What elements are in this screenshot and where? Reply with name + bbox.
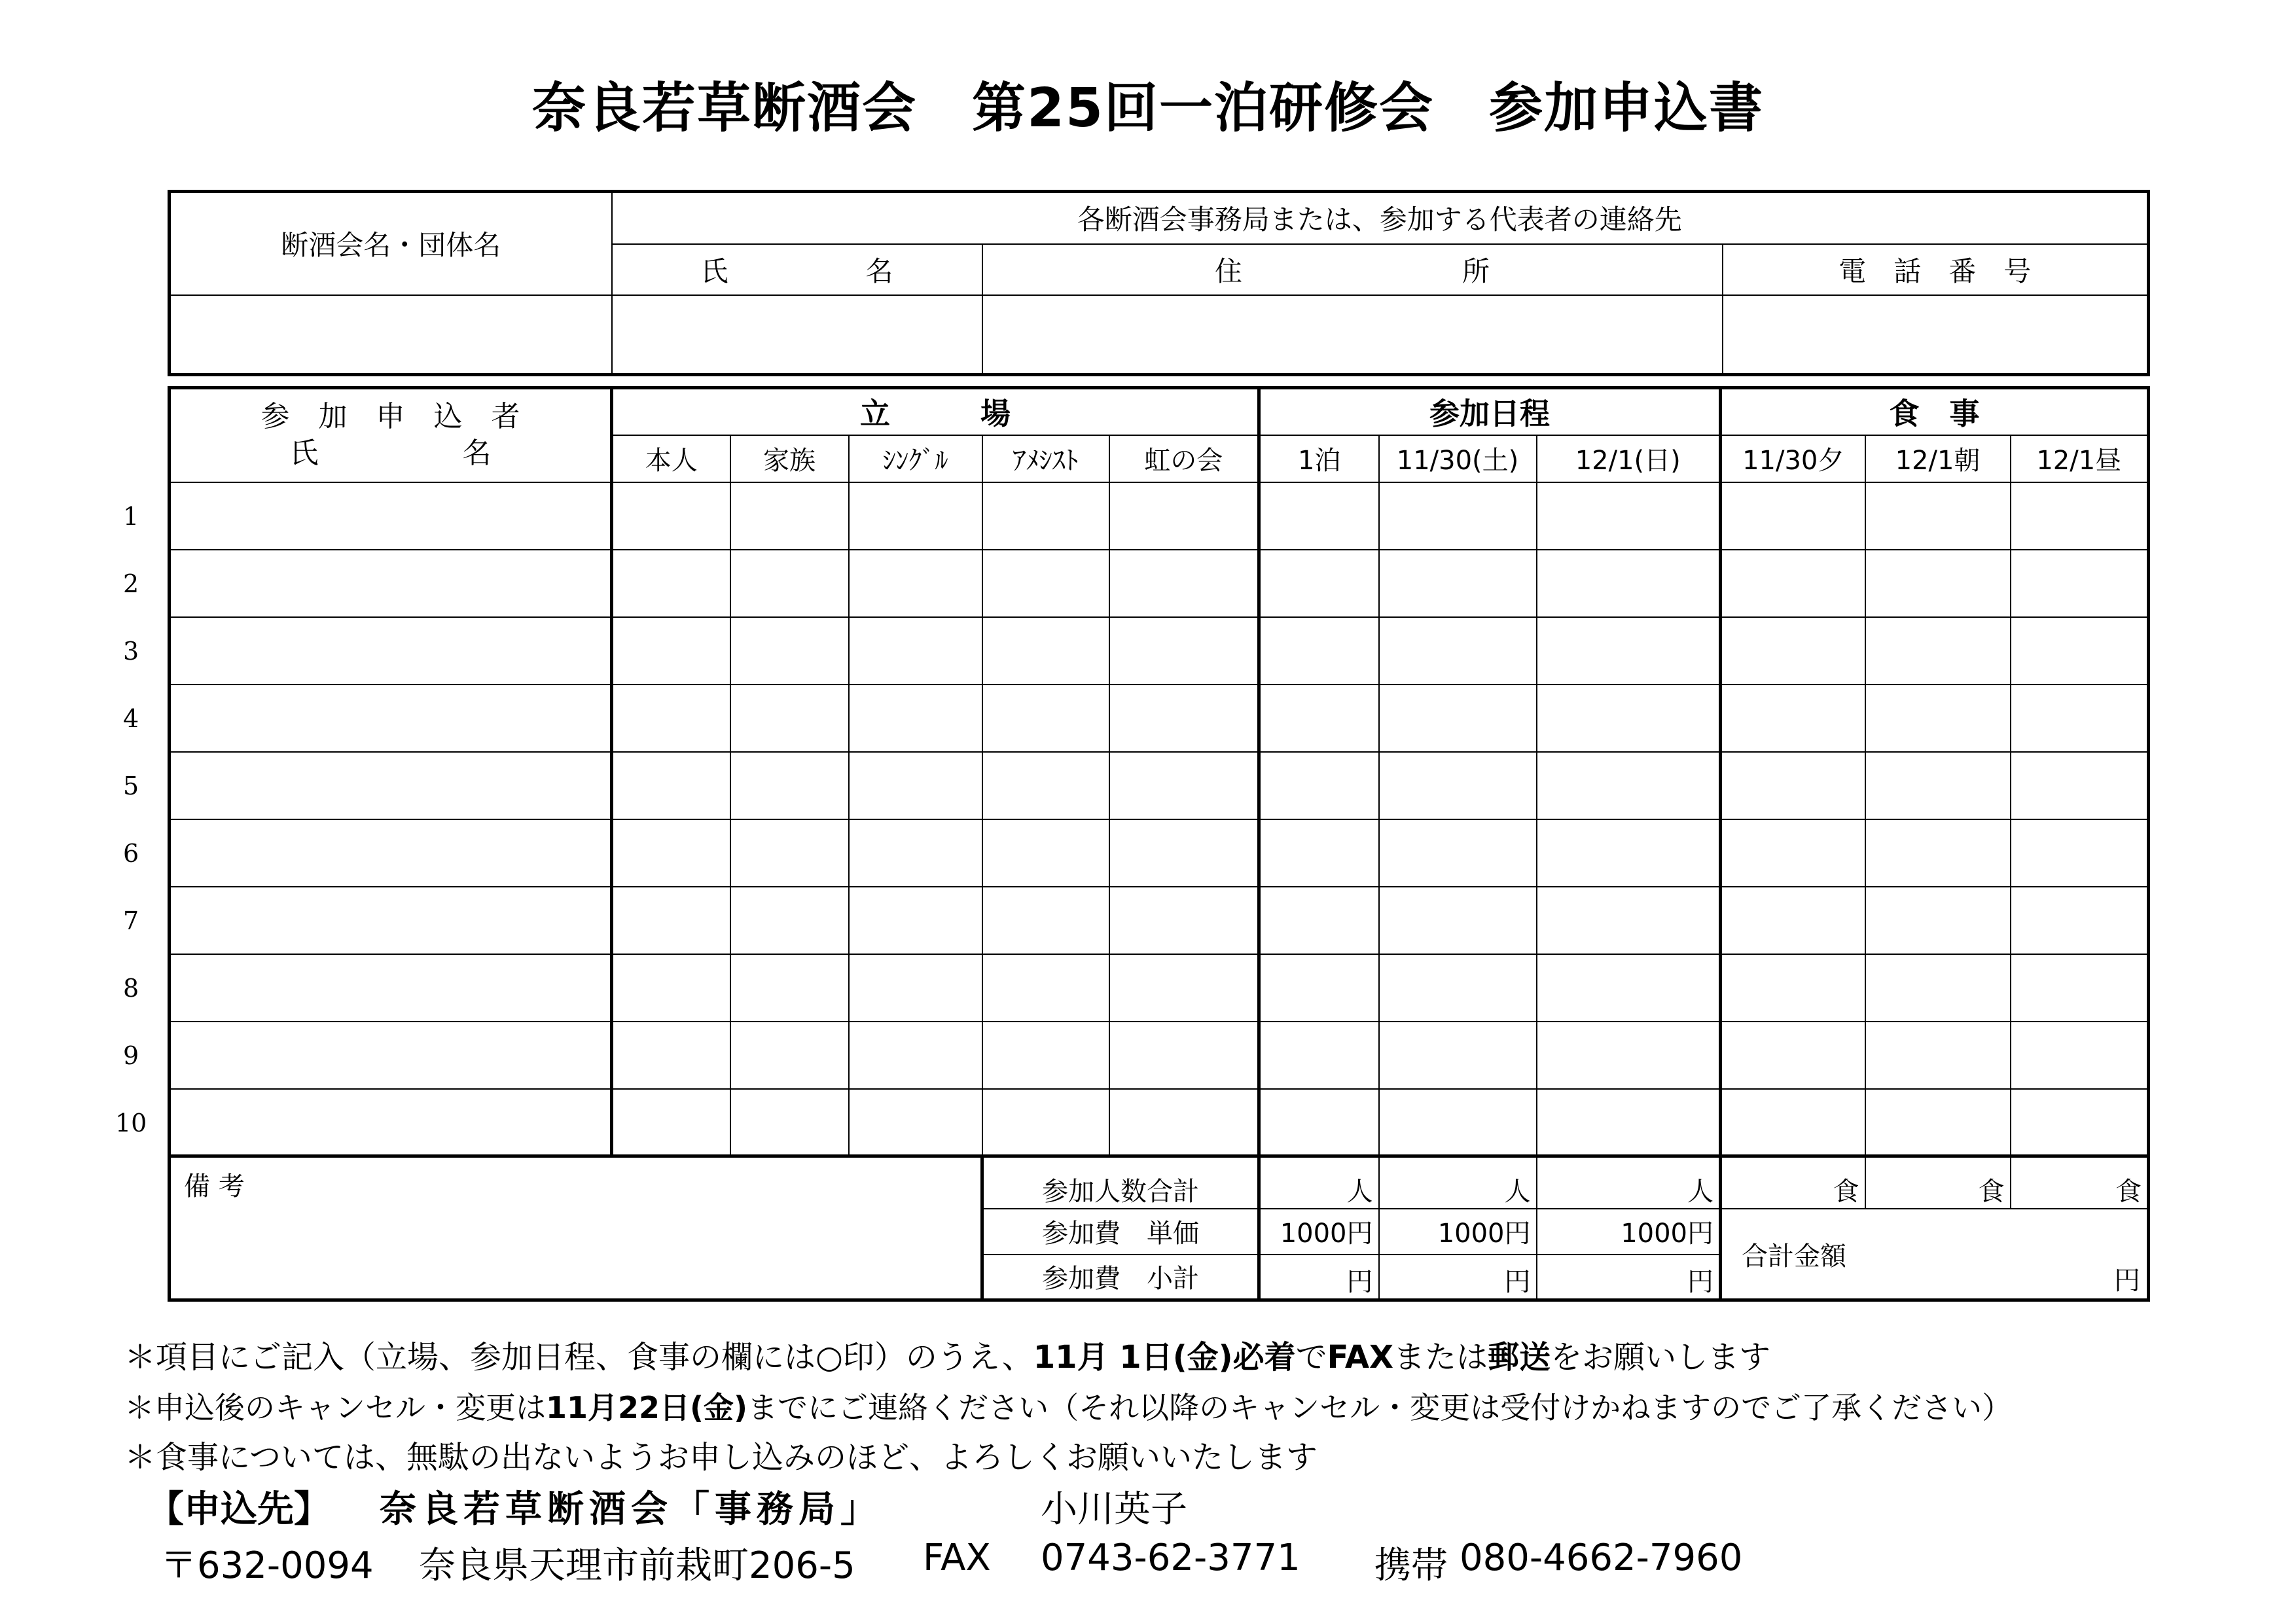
sched-1night-cell[interactable]: [1259, 1089, 1379, 1156]
pos-amethyst-cell[interactable]: [982, 550, 1109, 617]
pos-family-cell[interactable]: [730, 617, 849, 685]
pos-amethyst-cell[interactable]: [982, 887, 1109, 954]
meal-121-breakfast-cell[interactable]: [1865, 1089, 2011, 1156]
sched-1130-cell[interactable]: [1379, 954, 1537, 1022]
sched-1130-cell[interactable]: [1379, 1022, 1537, 1089]
unit-price-1night: 1000円: [1259, 1209, 1379, 1255]
note-1: [124, 1332, 1770, 1377]
pos-niji-cell[interactable]: [1109, 954, 1259, 1022]
total-people-1night[interactable]: 人: [1259, 1156, 1379, 1209]
schedule-col-121: 12/1(日): [1537, 435, 1721, 482]
sched-121-cell[interactable]: [1537, 1022, 1721, 1089]
pos-amethyst-cell[interactable]: [982, 1089, 1109, 1156]
pos-self-cell[interactable]: [612, 482, 730, 550]
contact-phone-field[interactable]: [1723, 295, 2149, 375]
sched-121-cell[interactable]: [1537, 752, 1721, 819]
applicant-table: [168, 386, 2150, 1302]
total-amount-box[interactable]: [1721, 1209, 2149, 1300]
total-people-label: 参加人数合計: [982, 1156, 1259, 1209]
meal-header: 食 事: [1721, 388, 2149, 435]
pos-niji-cell[interactable]: [1109, 617, 1259, 685]
meal-1130-cell[interactable]: [1721, 482, 1865, 550]
sched-1130-cell[interactable]: [1379, 617, 1537, 685]
pos-self-cell[interactable]: [612, 550, 730, 617]
note-1-text-i: をお願いします: [1551, 1339, 1771, 1376]
pos-single-cell[interactable]: [849, 685, 982, 752]
sched-1night-cell[interactable]: [1259, 819, 1379, 887]
sched-1night-cell[interactable]: [1259, 482, 1379, 550]
sched-1130-cell[interactable]: [1379, 685, 1537, 752]
entry-row: [170, 1089, 2149, 1156]
sched-121-cell[interactable]: [1537, 685, 1721, 752]
meal-1130-cell[interactable]: [1721, 1089, 1865, 1156]
position-col-amethyst: ｱﾒｼｽﾄ: [982, 435, 1109, 482]
subtotal-121[interactable]: 円: [1537, 1255, 1721, 1300]
sched-121-cell[interactable]: [1537, 954, 1721, 1022]
entry-row: [170, 887, 2149, 954]
total-meal-121-breakfast[interactable]: 食: [1865, 1156, 2011, 1209]
total-amount-yen: 円: [2114, 1266, 2141, 1296]
subtotal-1night[interactable]: 円: [1259, 1255, 1379, 1300]
applicant-name-header: [170, 388, 612, 482]
contact-address-field[interactable]: [982, 295, 1723, 375]
remarks-label: 備 考: [184, 1171, 245, 1202]
meal-121-lunch-cell[interactable]: [2011, 617, 2149, 685]
sched-1night-cell[interactable]: [1259, 685, 1379, 752]
note-2: [124, 1384, 2012, 1427]
footer-postal: 〒632-0094: [160, 1544, 374, 1587]
sched-1night-cell[interactable]: [1259, 887, 1379, 954]
entry-row: [170, 1022, 2149, 1089]
meal-121-breakfast-cell[interactable]: [1865, 954, 2011, 1022]
pos-amethyst-cell[interactable]: [982, 482, 1109, 550]
pos-family-cell[interactable]: [730, 819, 849, 887]
pos-niji-cell[interactable]: [1109, 1022, 1259, 1089]
row-number: 1: [123, 502, 139, 531]
position-col-single: ｼﾝｸﾞﾙ: [849, 435, 982, 482]
contact-name-field[interactable]: [612, 295, 982, 375]
contact-table: [168, 190, 2150, 376]
note-1-deadline: 11月 1日: [1033, 1339, 1173, 1376]
unit-price-1130: 1000円: [1379, 1209, 1537, 1255]
total-meal-121-lunch[interactable]: 食: [2011, 1156, 2149, 1209]
applicant-label-2: 氏 名: [289, 437, 492, 471]
contact-phone-label: 電 話 番 号: [1723, 244, 2149, 295]
meal-121-breakfast-cell[interactable]: [1865, 685, 2011, 752]
meal-1130-cell[interactable]: [1721, 954, 1865, 1022]
pos-niji-cell[interactable]: [1109, 752, 1259, 819]
sched-121-cell[interactable]: [1537, 617, 1721, 685]
meal-1130-cell[interactable]: [1721, 550, 1865, 617]
pos-amethyst-cell[interactable]: [982, 617, 1109, 685]
pos-single-cell[interactable]: [849, 752, 982, 819]
note-1-text-g: または: [1393, 1339, 1488, 1376]
applicant-label-1: 参 加 申 込 者: [260, 400, 520, 434]
meal-121-lunch-cell[interactable]: [2011, 887, 2149, 954]
total-people-1130[interactable]: 人: [1379, 1156, 1537, 1209]
unit-price-label: 参加費 単価: [982, 1209, 1259, 1255]
meal-121-lunch-cell[interactable]: [2011, 1022, 2149, 1089]
applicant-name-cell[interactable]: [170, 1022, 612, 1089]
meal-col-121-breakfast: 12/1朝: [1865, 435, 2011, 482]
position-col-niji: 虹の会: [1109, 435, 1259, 482]
row-number: 7: [123, 906, 139, 935]
row-number: 10: [115, 1109, 147, 1137]
sched-1130-cell[interactable]: [1379, 1089, 1537, 1156]
sched-1night-cell[interactable]: [1259, 617, 1379, 685]
pos-niji-cell[interactable]: [1109, 887, 1259, 954]
page-title: 奈良若草断酒会 第25回一泊研修会 参加申込書: [531, 77, 1765, 139]
meal-1130-cell[interactable]: [1721, 1022, 1865, 1089]
footer-org: 奈良若草断酒会「事務局」: [380, 1488, 882, 1531]
meal-1130-cell[interactable]: [1721, 887, 1865, 954]
pos-single-cell[interactable]: [849, 954, 982, 1022]
total-meal-1130[interactable]: 食: [1721, 1156, 1865, 1209]
position-header: 立 場: [612, 388, 1259, 435]
entry-row: [170, 685, 2149, 752]
note-2-deadline: 11月22日: [546, 1390, 691, 1425]
pos-self-cell[interactable]: [612, 752, 730, 819]
pos-self-cell[interactable]: [612, 819, 730, 887]
pos-niji-cell[interactable]: [1109, 550, 1259, 617]
sched-121-cell[interactable]: [1537, 819, 1721, 887]
row-number: 5: [123, 772, 139, 800]
applicant-name-cell[interactable]: [170, 550, 612, 617]
sched-1night-cell[interactable]: [1259, 1022, 1379, 1089]
pos-family-cell[interactable]: [730, 685, 849, 752]
applicant-name-cell[interactable]: [170, 617, 612, 685]
row-number: 9: [123, 1041, 139, 1070]
meal-121-lunch-cell[interactable]: [2011, 819, 2149, 887]
footer-mobile-number: 080-4662-7960: [1460, 1537, 1743, 1579]
footer-person: 小川英子: [1041, 1488, 1187, 1531]
sched-121-cell[interactable]: [1537, 482, 1721, 550]
pos-amethyst-cell[interactable]: [982, 819, 1109, 887]
pos-self-cell[interactable]: [612, 954, 730, 1022]
pos-single-cell[interactable]: [849, 550, 982, 617]
footer-fax-label: FAX: [923, 1537, 991, 1579]
position-col-family: 家族: [730, 435, 849, 482]
note-2-day: (金): [690, 1390, 748, 1425]
pos-single-cell[interactable]: [849, 482, 982, 550]
meal-col-121-lunch: 12/1昼: [2011, 435, 2149, 482]
pos-self-cell[interactable]: [612, 887, 730, 954]
meal-1130-cell[interactable]: [1721, 819, 1865, 887]
entry-row: [170, 617, 2149, 685]
pos-niji-cell[interactable]: [1109, 482, 1259, 550]
note-1-fax: FAX: [1327, 1339, 1394, 1376]
sched-1130-cell[interactable]: [1379, 550, 1537, 617]
pos-amethyst-cell[interactable]: [982, 685, 1109, 752]
pos-niji-cell[interactable]: [1109, 1089, 1259, 1156]
entry-row: [170, 954, 2149, 1022]
sched-1130-cell[interactable]: [1379, 887, 1537, 954]
note-3: ＊食事については、無駄の出ないようお申し込みのほど、よろしくお願いいたします: [124, 1439, 1318, 1476]
contact-header: 各断酒会事務局または、参加する代表者の連絡先: [612, 192, 2149, 244]
footer-dest-label: 【申込先】: [147, 1488, 331, 1531]
meal-1130-cell[interactable]: [1721, 617, 1865, 685]
sched-1night-cell[interactable]: [1259, 954, 1379, 1022]
entry-row: [170, 819, 2149, 887]
meal-121-breakfast-cell[interactable]: [1865, 482, 2011, 550]
note-2-text-d: までにご連絡ください（それ以降のキャンセル・変更は受付けかねますのでご了承ください）: [747, 1390, 2013, 1425]
note-1-text-a: ＊項目にご記入（立場、参加日程、食事の欄には○印）のうえ、: [124, 1339, 1033, 1376]
sched-1night-cell[interactable]: [1259, 550, 1379, 617]
entry-row: [170, 752, 2149, 819]
sched-1130-cell[interactable]: [1379, 752, 1537, 819]
pos-single-cell[interactable]: [849, 887, 982, 954]
pos-amethyst-cell[interactable]: [982, 954, 1109, 1022]
meal-121-lunch-cell[interactable]: [2011, 550, 2149, 617]
pos-self-cell[interactable]: [612, 685, 730, 752]
sched-121-cell[interactable]: [1537, 550, 1721, 617]
schedule-header: 参加日程: [1259, 388, 1721, 435]
row-number: 2: [123, 569, 139, 598]
pos-family-cell[interactable]: [730, 1022, 849, 1089]
row-number: 3: [123, 637, 139, 666]
pos-single-cell[interactable]: [849, 1089, 982, 1156]
pos-family-cell[interactable]: [730, 887, 849, 954]
meal-121-breakfast-cell[interactable]: [1865, 752, 2011, 819]
pos-amethyst-cell[interactable]: [982, 752, 1109, 819]
subtotal-label: 参加費 小計: [982, 1255, 1259, 1300]
footer-fax-number: 0743-62-3771: [1041, 1537, 1300, 1579]
note-1-text-e: で: [1295, 1339, 1327, 1376]
group-name-label: 断酒会名・団体名: [170, 192, 612, 295]
pos-family-cell[interactable]: [730, 954, 849, 1022]
meal-121-lunch-cell[interactable]: [2011, 482, 2149, 550]
pos-self-cell[interactable]: [612, 617, 730, 685]
meal-121-breakfast-cell[interactable]: [1865, 887, 2011, 954]
applicant-name-cell[interactable]: [170, 482, 612, 550]
entry-row: [170, 482, 2149, 550]
meal-121-breakfast-cell[interactable]: [1865, 1022, 2011, 1089]
meal-1130-cell[interactable]: [1721, 685, 1865, 752]
meal-121-lunch-cell[interactable]: [2011, 1089, 2149, 1156]
contact-name-label: 氏 名: [612, 244, 982, 295]
schedule-col-1130: 11/30(土): [1379, 435, 1537, 482]
position-col-self: 本人: [612, 435, 730, 482]
sched-1130-cell[interactable]: [1379, 482, 1537, 550]
pos-amethyst-cell[interactable]: [982, 1022, 1109, 1089]
pos-self-cell[interactable]: [612, 1022, 730, 1089]
total-amount-label: 合計金額: [1742, 1241, 1846, 1272]
schedule-col-1night: 1泊: [1259, 435, 1379, 482]
row-number: 4: [123, 704, 139, 733]
pos-single-cell[interactable]: [849, 819, 982, 887]
entry-row: [170, 550, 2149, 617]
applicant-name-cell[interactable]: [170, 1089, 612, 1156]
total-people-121[interactable]: 人: [1537, 1156, 1721, 1209]
group-name-field[interactable]: [170, 295, 612, 375]
meal-121-lunch-cell[interactable]: [2011, 752, 2149, 819]
footer-mobile-label: 携帯: [1374, 1544, 1448, 1587]
applicant-name-cell[interactable]: [170, 819, 612, 887]
row-number: 6: [123, 839, 139, 868]
contact-address-label: 住 所: [982, 244, 1723, 295]
pos-family-cell[interactable]: [730, 1089, 849, 1156]
pos-self-cell[interactable]: [612, 1089, 730, 1156]
note-1-mail: 郵送: [1488, 1339, 1551, 1376]
meal-121-lunch-cell[interactable]: [2011, 685, 2149, 752]
unit-price-121: 1000円: [1537, 1209, 1721, 1255]
sched-1130-cell[interactable]: [1379, 819, 1537, 887]
meal-col-1130-dinner: 11/30夕: [1721, 435, 1865, 482]
meal-1130-cell[interactable]: [1721, 752, 1865, 819]
applicant-name-cell[interactable]: [170, 954, 612, 1022]
pos-single-cell[interactable]: [849, 1022, 982, 1089]
pos-niji-cell[interactable]: [1109, 819, 1259, 887]
note-1-must-arrive: 必着: [1232, 1339, 1296, 1376]
remarks-box[interactable]: [170, 1156, 982, 1300]
meal-121-breakfast-cell[interactable]: [1865, 550, 2011, 617]
subtotal-1130[interactable]: 円: [1379, 1255, 1537, 1300]
sched-1night-cell[interactable]: [1259, 752, 1379, 819]
note-1-day: (金): [1172, 1339, 1233, 1376]
pos-single-cell[interactable]: [849, 617, 982, 685]
meal-121-lunch-cell[interactable]: [2011, 954, 2149, 1022]
meal-121-breakfast-cell[interactable]: [1865, 617, 2011, 685]
meal-121-breakfast-cell[interactable]: [1865, 819, 2011, 887]
applicant-name-cell[interactable]: [170, 887, 612, 954]
note-2-text-a: ＊申込後のキャンセル・変更は: [124, 1390, 546, 1425]
sched-121-cell[interactable]: [1537, 1089, 1721, 1156]
footer-address: 奈良県天理市前栽町206-5: [419, 1544, 855, 1587]
sched-121-cell[interactable]: [1537, 887, 1721, 954]
applicant-name-cell[interactable]: [170, 752, 612, 819]
pos-family-cell[interactable]: [730, 482, 849, 550]
row-number: 8: [123, 974, 139, 1003]
pos-family-cell[interactable]: [730, 752, 849, 819]
pos-niji-cell[interactable]: [1109, 685, 1259, 752]
pos-family-cell[interactable]: [730, 550, 849, 617]
applicant-name-cell[interactable]: [170, 685, 612, 752]
